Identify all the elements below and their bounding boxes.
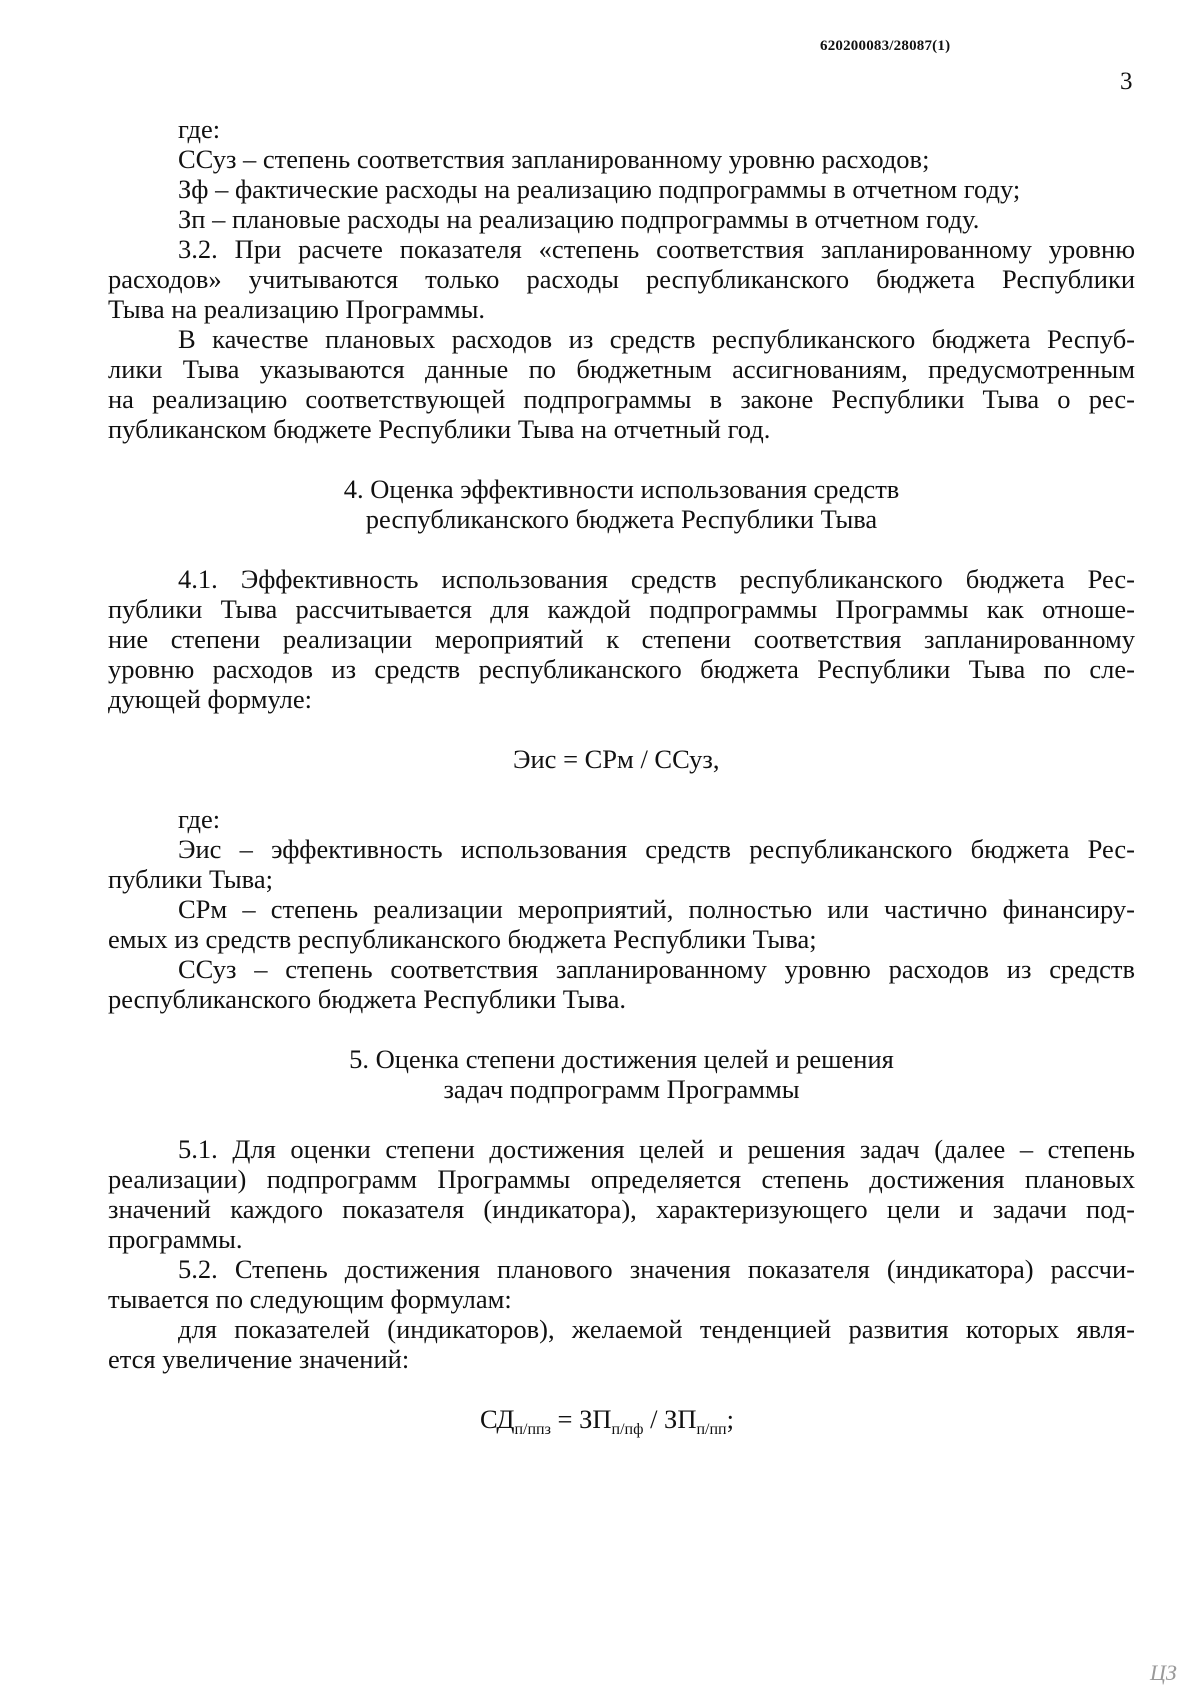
paragraph-5-2-line-1: 5.2. Степень достижения планового значения показателя (индикатора) рассчи- bbox=[178, 1254, 1135, 1284]
definition-ssuz-line-2: республиканского бюджета Республики Тыва. bbox=[108, 984, 627, 1014]
paragraph-3-2-line-2: расходов» учитываются только расходы республиканского бюджета Республики bbox=[108, 264, 1135, 294]
definition-ssuz-line-1: ССуз – степень соответствия запланированному уровню расходов из средств bbox=[178, 954, 1135, 984]
paragraph-3-2-line-3: Тыва на реализацию Программы. bbox=[108, 294, 486, 324]
scan-corner-mark: ЦЗ bbox=[1150, 1660, 1177, 1685]
page-number: 3 bbox=[1120, 68, 1133, 95]
formula-sd-subscript: п/ппз bbox=[514, 1421, 551, 1438]
definition-eis-line-2: публики Тыва; bbox=[108, 864, 273, 894]
paragraph-4-1-line-1: 4.1. Эффективность использования средств республиканского бюджета Рес- bbox=[178, 564, 1135, 594]
definition-srm-line-2: емых из средств республиканского бюджета Республики Тыва; bbox=[108, 924, 817, 954]
paragraph-indicators-line-1: для показателей (индикаторов), желаемой тенденцией развития которых явля- bbox=[178, 1314, 1135, 1344]
formula-efficiency: Эис = СРм / ССуз, bbox=[513, 744, 720, 774]
where-label: где: bbox=[178, 114, 221, 144]
formula-sd: СД bbox=[480, 1404, 515, 1434]
section-5-heading-line-1: 5. Оценка степени достижения целей и решения bbox=[349, 1044, 894, 1074]
paragraph-5-1-line-2: реализации) подпрограмм Программы определяется степень достижения плановых bbox=[108, 1164, 1135, 1194]
paragraph-4-1-line-3: ние степени реализации мероприятий к степени соответствия запланированному bbox=[108, 624, 1135, 654]
formula-divide-zp: / ЗП bbox=[643, 1404, 697, 1434]
paragraph-5-1-line-4: программы. bbox=[108, 1224, 243, 1254]
definition-srm-line-1: СРм – степень реализации мероприятий, полностью или частично финансиру- bbox=[178, 894, 1135, 924]
paragraph-plan-line-2: лики Тыва указываются данные по бюджетным ассигнованиям, предусмотренным bbox=[108, 354, 1135, 384]
section-4-heading-line-1: 4. Оценка эффективности использования средств bbox=[343, 474, 900, 504]
definition-eis-line-1: Эис – эффективность использования средств республиканского бюджета Рес- bbox=[178, 834, 1135, 864]
paragraph-indicators-line-2: ется увеличение значений: bbox=[108, 1344, 410, 1374]
paragraph-4-1-line-2: публики Тыва рассчитывается для каждой подпрограммы Программы как отноше- bbox=[108, 594, 1135, 624]
formula-zp-plan-subscript: п/пп bbox=[696, 1421, 727, 1438]
formula-end: ; bbox=[726, 1404, 734, 1434]
paragraph-5-1-line-1: 5.1. Для оценки степени достижения целей и решения задач (далее – степень bbox=[178, 1134, 1135, 1164]
definition-zf: Зф – фактические расходы на реализацию подпрограммы в отчетном году; bbox=[178, 174, 1021, 204]
formula-zp-fact-subscript: п/пф bbox=[611, 1421, 644, 1438]
paragraph-plan-line-4: публиканском бюджете Республики Тыва на отчетный год. bbox=[108, 414, 771, 444]
paragraph-4-1-line-5: дующей формуле: bbox=[108, 684, 312, 714]
section-5-heading-line-2: задач подпрограмм Программы bbox=[443, 1074, 800, 1104]
document-id: 620200083/28087(1) bbox=[820, 38, 951, 54]
paragraph-plan-line-3: на реализацию соответствующей подпрограммы в законе Республики Тыва о рес- bbox=[108, 384, 1135, 414]
paragraph-plan-line-1: В качестве плановых расходов из средств республиканского бюджета Респуб- bbox=[178, 324, 1135, 354]
paragraph-5-2-line-2: тывается по следующим формулам: bbox=[108, 1284, 512, 1314]
section-4-heading-line-2: республиканского бюджета Республики Тыва bbox=[365, 504, 878, 534]
where-label-2: где: bbox=[178, 804, 221, 834]
paragraph-4-1-line-4: уровню расходов из средств республиканского бюджета Республики Тыва по сле- bbox=[108, 654, 1135, 684]
formula-achievement bbox=[480, 1403, 734, 1446]
formula-equals-zp: = ЗП bbox=[550, 1404, 612, 1434]
definition-zp: Зп – плановые расходы на реализацию подпрограммы в отчетном году. bbox=[178, 204, 980, 234]
paragraph-3-2-line-1: 3.2. При расчете показателя «степень соответствия запланированному уровню bbox=[178, 234, 1135, 264]
definition-ssuz: ССуз – степень соответствия запланированному уровню расходов; bbox=[178, 144, 930, 174]
paragraph-5-1-line-3: значений каждого показателя (индикатора), характеризующего цели и задачи под- bbox=[108, 1194, 1135, 1224]
